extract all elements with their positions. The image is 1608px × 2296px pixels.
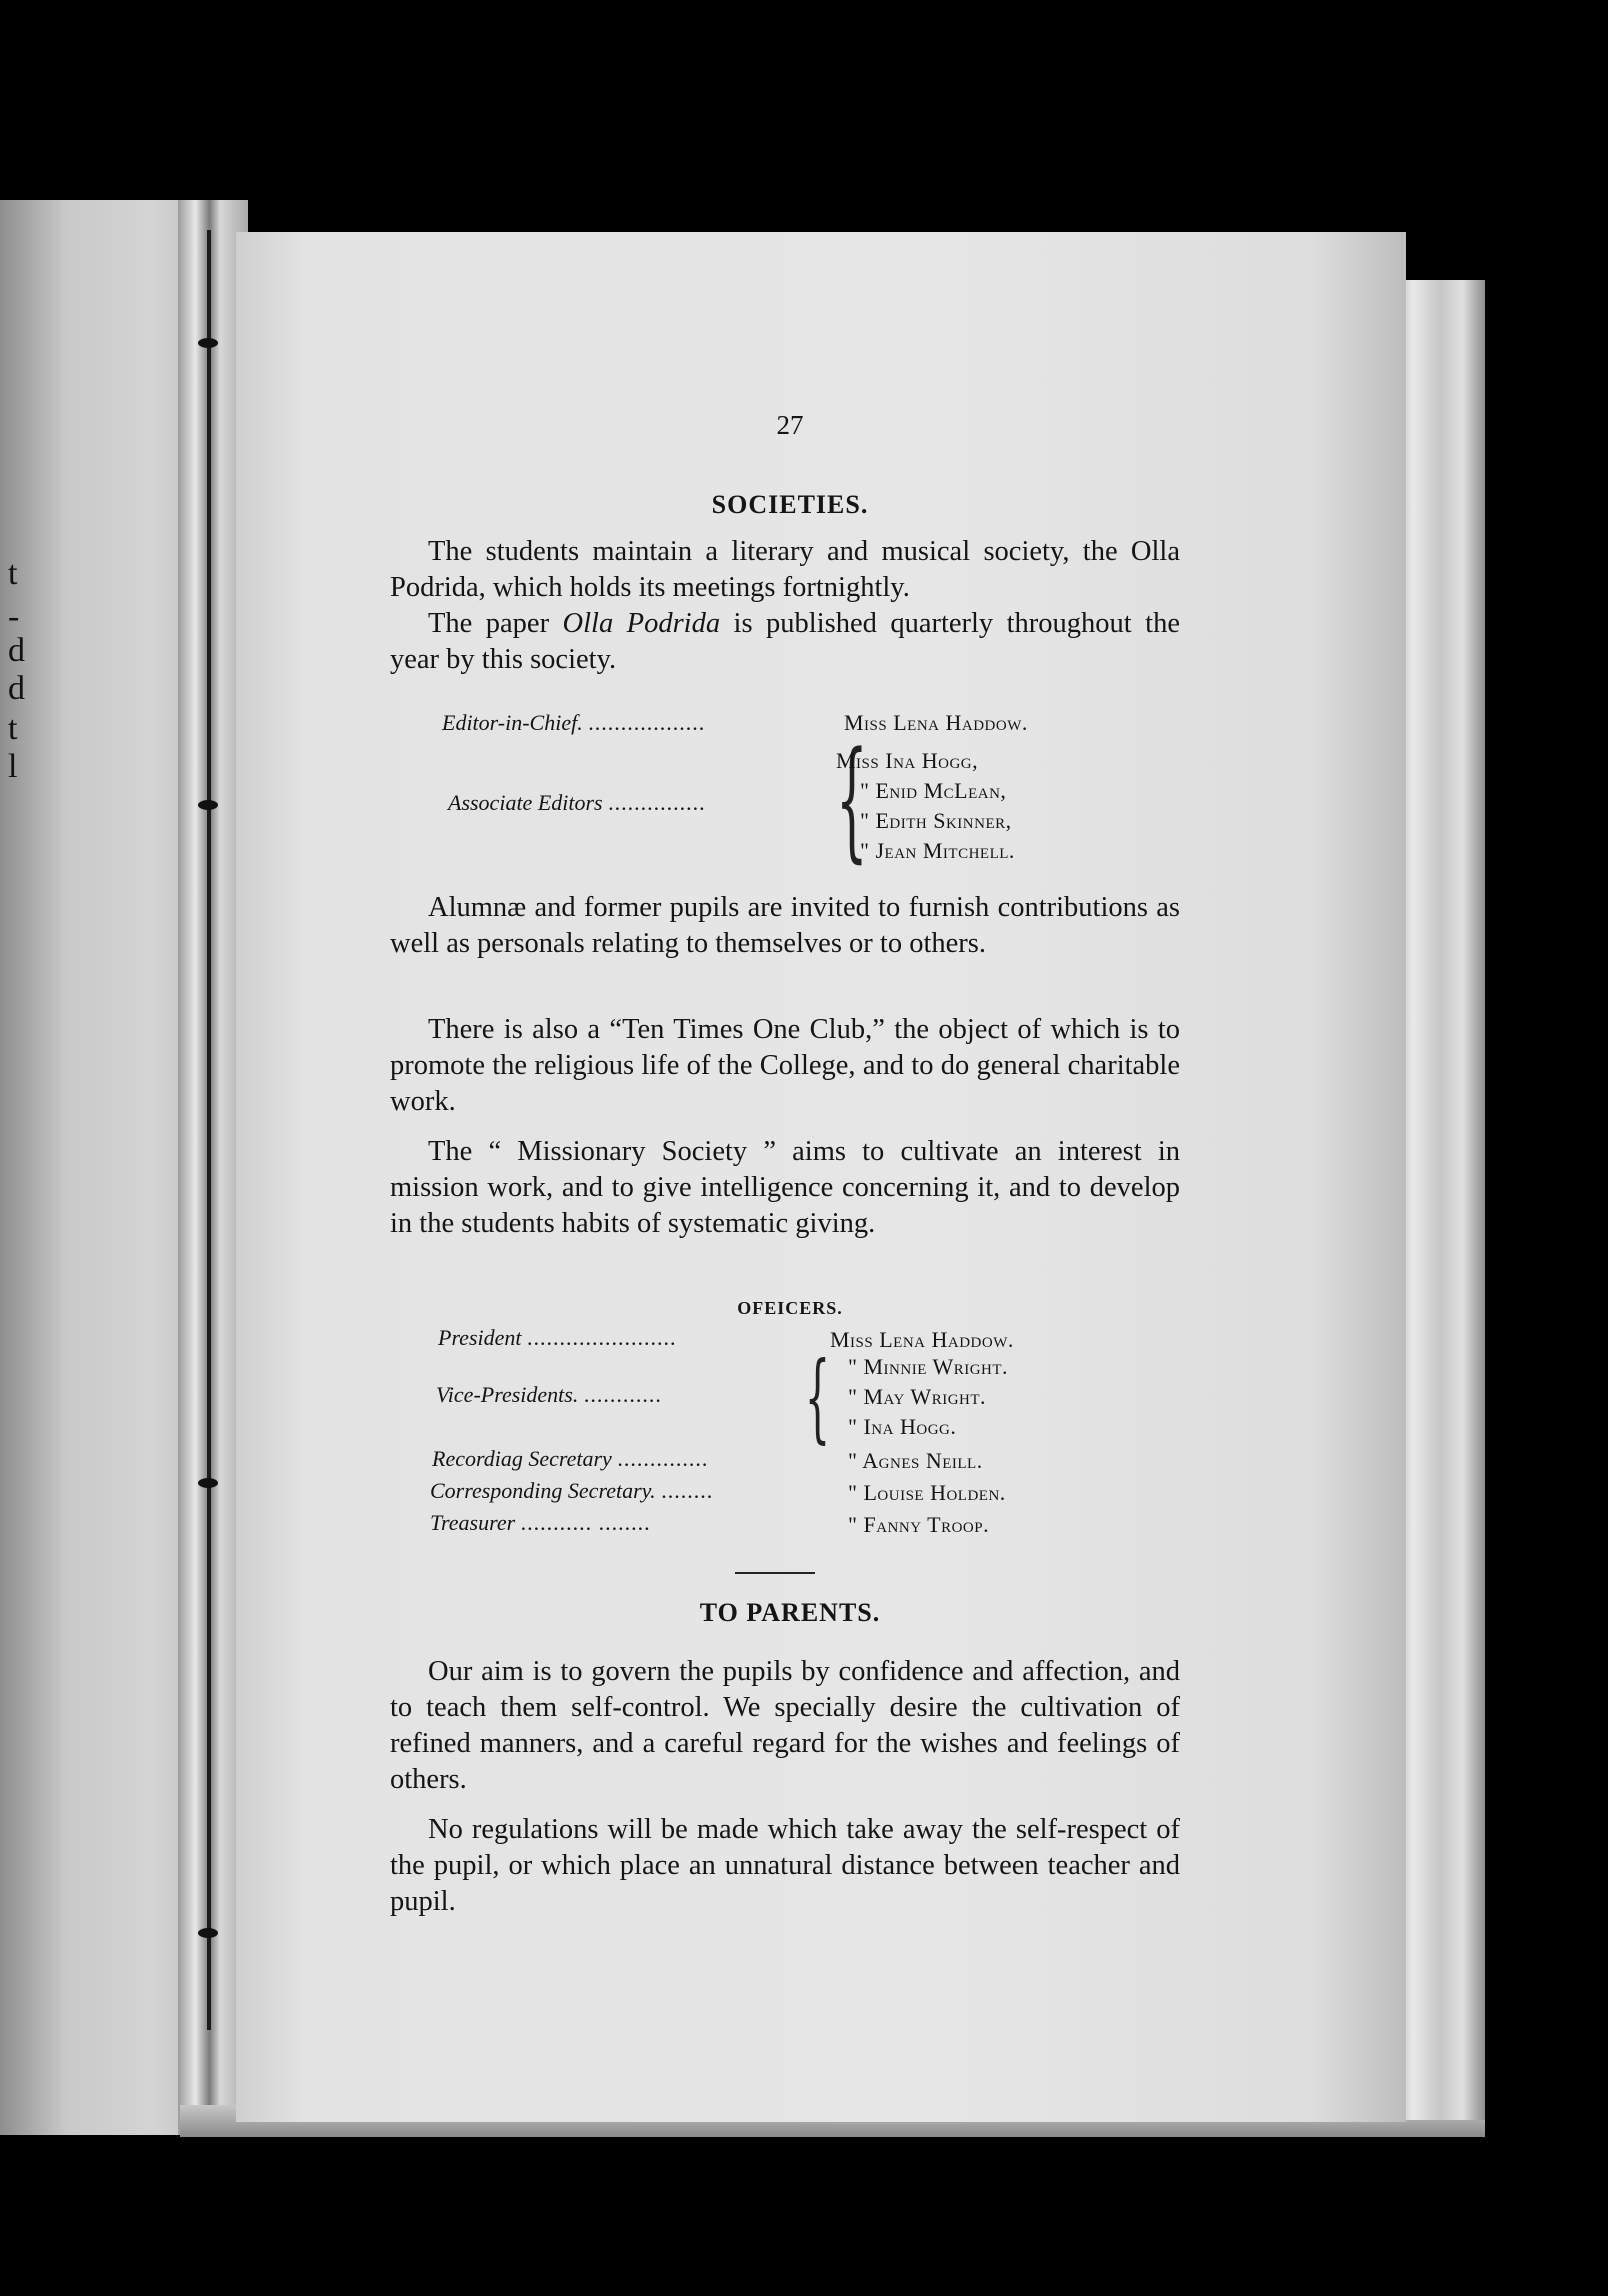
left-page-text: t <box>8 710 18 747</box>
editor-in-chief-row: Editor-in-Chief. .................. <box>442 710 706 735</box>
officer-name: " Ina Hogg. <box>848 1414 957 1439</box>
page-number: 27 <box>776 410 804 440</box>
left-page-text: l <box>8 748 18 785</box>
binding-stitch <box>198 338 218 348</box>
page-right-edge <box>1395 280 1485 2120</box>
brace-icon: { <box>835 723 868 876</box>
paragraph-olla-podrida: The paper Olla Podrida is published quarterly throughout the year by this society. <box>390 608 1180 675</box>
editor-name: Miss Lena Haddow. <box>844 710 1028 735</box>
officer-name: " May Wright. <box>848 1384 987 1409</box>
associate-editor-name: Miss Ina Hogg, <box>836 748 979 773</box>
paragraph-our-aim: Our aim is to govern the pupils by confidence and affection, and to teach them self-control. We specially desire the cultivation of refined manners, and a careful regard for the wishes and feelings of others. <box>390 1656 1180 1795</box>
officers-heading: OFEICERS. <box>737 1298 843 1318</box>
section-divider <box>735 1572 815 1574</box>
associate-label: Associate Editors <box>448 790 603 815</box>
officer-recording-secretary-row: Recordiag Secretary .............. <box>432 1446 709 1471</box>
officer-name: " Louise Holden. <box>848 1480 1006 1505</box>
officer-name: " Minnie Wright. <box>848 1354 1009 1379</box>
officer-label: Vice-Presidents. <box>436 1382 579 1407</box>
officer-name: " Fanny Troop. <box>848 1512 990 1537</box>
societies-heading: SOCIETIES. <box>711 490 869 519</box>
left-page-text: - <box>8 598 20 635</box>
officer-label: President <box>438 1325 522 1350</box>
binding-line <box>207 230 211 2030</box>
paragraph-alumnae: Alumnæ and former pupils are invited to furnish contributions as well as personals relating to themselves or to others. <box>390 892 1180 959</box>
officer-name: " Agnes Neill. <box>848 1448 983 1473</box>
associate-editor-name: " Enid McLean, <box>860 778 1007 803</box>
left-page-text: d <box>8 632 25 669</box>
officer-vice-presidents-row: Vice-Presidents. ............ <box>436 1382 662 1407</box>
paragraph-missionary-society: The “ Missionary Society ” aims to cultivate an interest in mission work, and to give intelligence concerning it, and to develop in the students habits of systematic giving. <box>390 1136 1180 1239</box>
brace-icon: { <box>804 1341 831 1454</box>
editor-label: Editor-in-Chief. <box>442 710 583 735</box>
officer-label: Corresponding Secretary. <box>430 1478 656 1503</box>
officer-label: Recordiag Secretary <box>432 1446 612 1471</box>
officer-name: Miss Lena Haddow. <box>830 1327 1014 1352</box>
associate-editors-row: Associate Editors ............... <box>448 790 706 815</box>
officer-treasurer-row: Treasurer ........... ........ <box>430 1510 651 1535</box>
associate-editor-name: " Edith Skinner, <box>860 808 1012 833</box>
associate-editor-name: " Jean Mitchell. <box>860 838 1015 863</box>
officer-president-row: President ....................... <box>438 1325 677 1350</box>
binding-stitch <box>198 800 218 810</box>
paragraph-ten-times-one-club: There is also a “Ten Times One Club,” the object of which is to promote the religious life of the College, and to do general charitable work. <box>390 1014 1180 1117</box>
left-page-text: d <box>8 670 25 707</box>
officer-corresponding-secretary-row: Corresponding Secretary. ........ <box>430 1478 714 1503</box>
paragraph-societies: The students maintain a literary and musical society, the Olla Podrida, which holds its meetings fortnightly. <box>390 536 1180 603</box>
binding-stitch <box>198 1478 218 1488</box>
parents-heading: TO PARENTS. <box>699 1598 881 1627</box>
left-page-text: t <box>8 555 18 592</box>
binding-stitch <box>198 1928 218 1938</box>
officer-label: Treasurer <box>430 1510 516 1535</box>
paragraph-regulations: No regulations will be made which take away the self-respect of the pupil, or which place an unnatural distance between teacher and pupil. <box>390 1814 1180 1917</box>
